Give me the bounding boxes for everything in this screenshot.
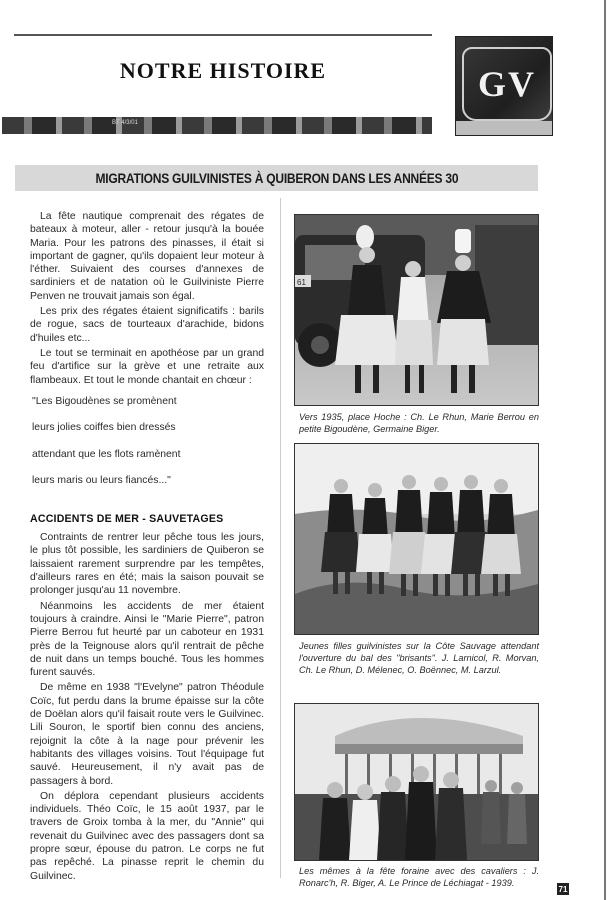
- logo-text: GV: [478, 64, 536, 104]
- photo-caption: Vers 1935, place Hoche : Ch. Le Rhun, Marie Berrou en petite Bigoudène, Germaine Biger.: [299, 412, 539, 434]
- strip-text: BT 4/3/01: [112, 120, 138, 126]
- verse-line: "Les Bigoudènes se promènent: [32, 395, 177, 407]
- photo-caption: Les mêmes à la fête foraine avec des cavaliers : J. Ronarc'h, R. Biger, A. Le Prince de Léchiagat - 1939.: [299, 866, 539, 888]
- subsection-title: ACCIDENTS DE MER - SAUVETAGES: [30, 512, 224, 525]
- paragraph: La fête nautique comprenait des régates de bateaux à moteur, aller - retour jusqu'à la bouée Maria. Pour les patrons des pinasses, il était si important de gagner, qu'ils dopaient leur moteur à l'éther. Suivaient des courses d'annexes de sardiniers et de natation où le Guilviniste Pierre Penven ne trouvait jamais son égal.: [30, 211, 264, 302]
- paragraph: Contraints de rentrer leur pêche tous les jours, le plus tôt possible, les sardiniers de Quiberon se laissaient rarement surprendre par les tempêtes, d'ailleurs rares en été; mais la saison pouvait se prolonger jusqu'au 11 novembre.: [30, 532, 264, 597]
- page-number: 71: [558, 884, 568, 894]
- page-border: [604, 0, 606, 900]
- paragraph: On déplora cependant plusieurs accidents individuels. Théo Coïc, le 15 août 1937, par le travers de Groix tomba à la mer, du "Annie" qui revenait du Guilvinec avec des passagers dont sa propre sœur, épouse du patron. Le corps ne fut pas repêché. La pinasse reprit le chemin du Guilvinec.: [30, 790, 264, 882]
- article-title: MIGRATIONS GUILVINISTES À QUIBERON DANS LES ANNÉES 30: [95, 170, 458, 186]
- logo-plate: [462, 47, 552, 121]
- verse-line: leurs jolies coiffes bien dressés: [32, 422, 176, 434]
- column-divider: [280, 198, 281, 878]
- paragraph: Les prix des régates étaient significatifs : barils de rogue, sacs de tourteaux d'arachide, bidons d'huiles etc...: [30, 306, 264, 344]
- photo-place-hoche-image: [295, 215, 538, 405]
- article-banner: [15, 165, 538, 191]
- verse-line: attendant que les flots ramènent: [32, 448, 181, 460]
- photo-fete-foraine-image: [295, 704, 538, 860]
- logo-base: [456, 121, 552, 135]
- plate-number: 61: [297, 278, 306, 287]
- article-text-column: [30, 210, 264, 885]
- gv-logo: [455, 36, 553, 136]
- verse-line: leurs maris ou leurs fiancés...": [32, 475, 171, 487]
- photo-cote-sauvage: [294, 443, 539, 635]
- paragraph: De même en 1938 "l'Evelyne" patron Théodule Coïc, fut perdu dans la brume épaisse sur la côte de Doëlan alors qu'il faisait route vers le Guilvinec. Lili Souron, le sportif bien connu des anciens, rejoignit la côte à la nage pour prévenir les habitants des villages voisins. Tout l'équipage fut sauvé. Heureusement, il n'y avait pas de passagers à bord.: [30, 682, 264, 787]
- paragraph: Néanmoins les accidents de mer étaient toujours à craindre. Ainsi le "Marie Pierre", patron Pierre Berrou fut heurté par un caboteur en 1931 près de la Teignouse alors qu'il rentrait de pêche de nuit dans un temps bouché. Tous les hommes furent sauvés.: [30, 600, 264, 679]
- header-photo-strip: [2, 117, 432, 134]
- photo-place-hoche: [294, 214, 539, 406]
- photo-cote-sauvage-image: [295, 444, 538, 634]
- section-heading: NOTRE HISTOIRE: [119, 58, 327, 83]
- header-rule: [14, 34, 432, 36]
- photo-caption: Jeunes filles guilvinistes sur la Côte Sauvage attendant l'ouverture du bal des "brisants". J. Larnicol, R. Morvan, Ch. Le Rhun, D. Mélenec, O. Boënnec, M. Larzul.: [299, 641, 539, 675]
- photo-fete-foraine: [294, 703, 539, 861]
- song-verse: [32, 389, 264, 495]
- paragraph: Le tout se terminait en apothéose par un grand feu d'artifice sur la grève et une retraite aux flambeaux. Et tout le monde chantait en chœur :: [30, 347, 264, 386]
